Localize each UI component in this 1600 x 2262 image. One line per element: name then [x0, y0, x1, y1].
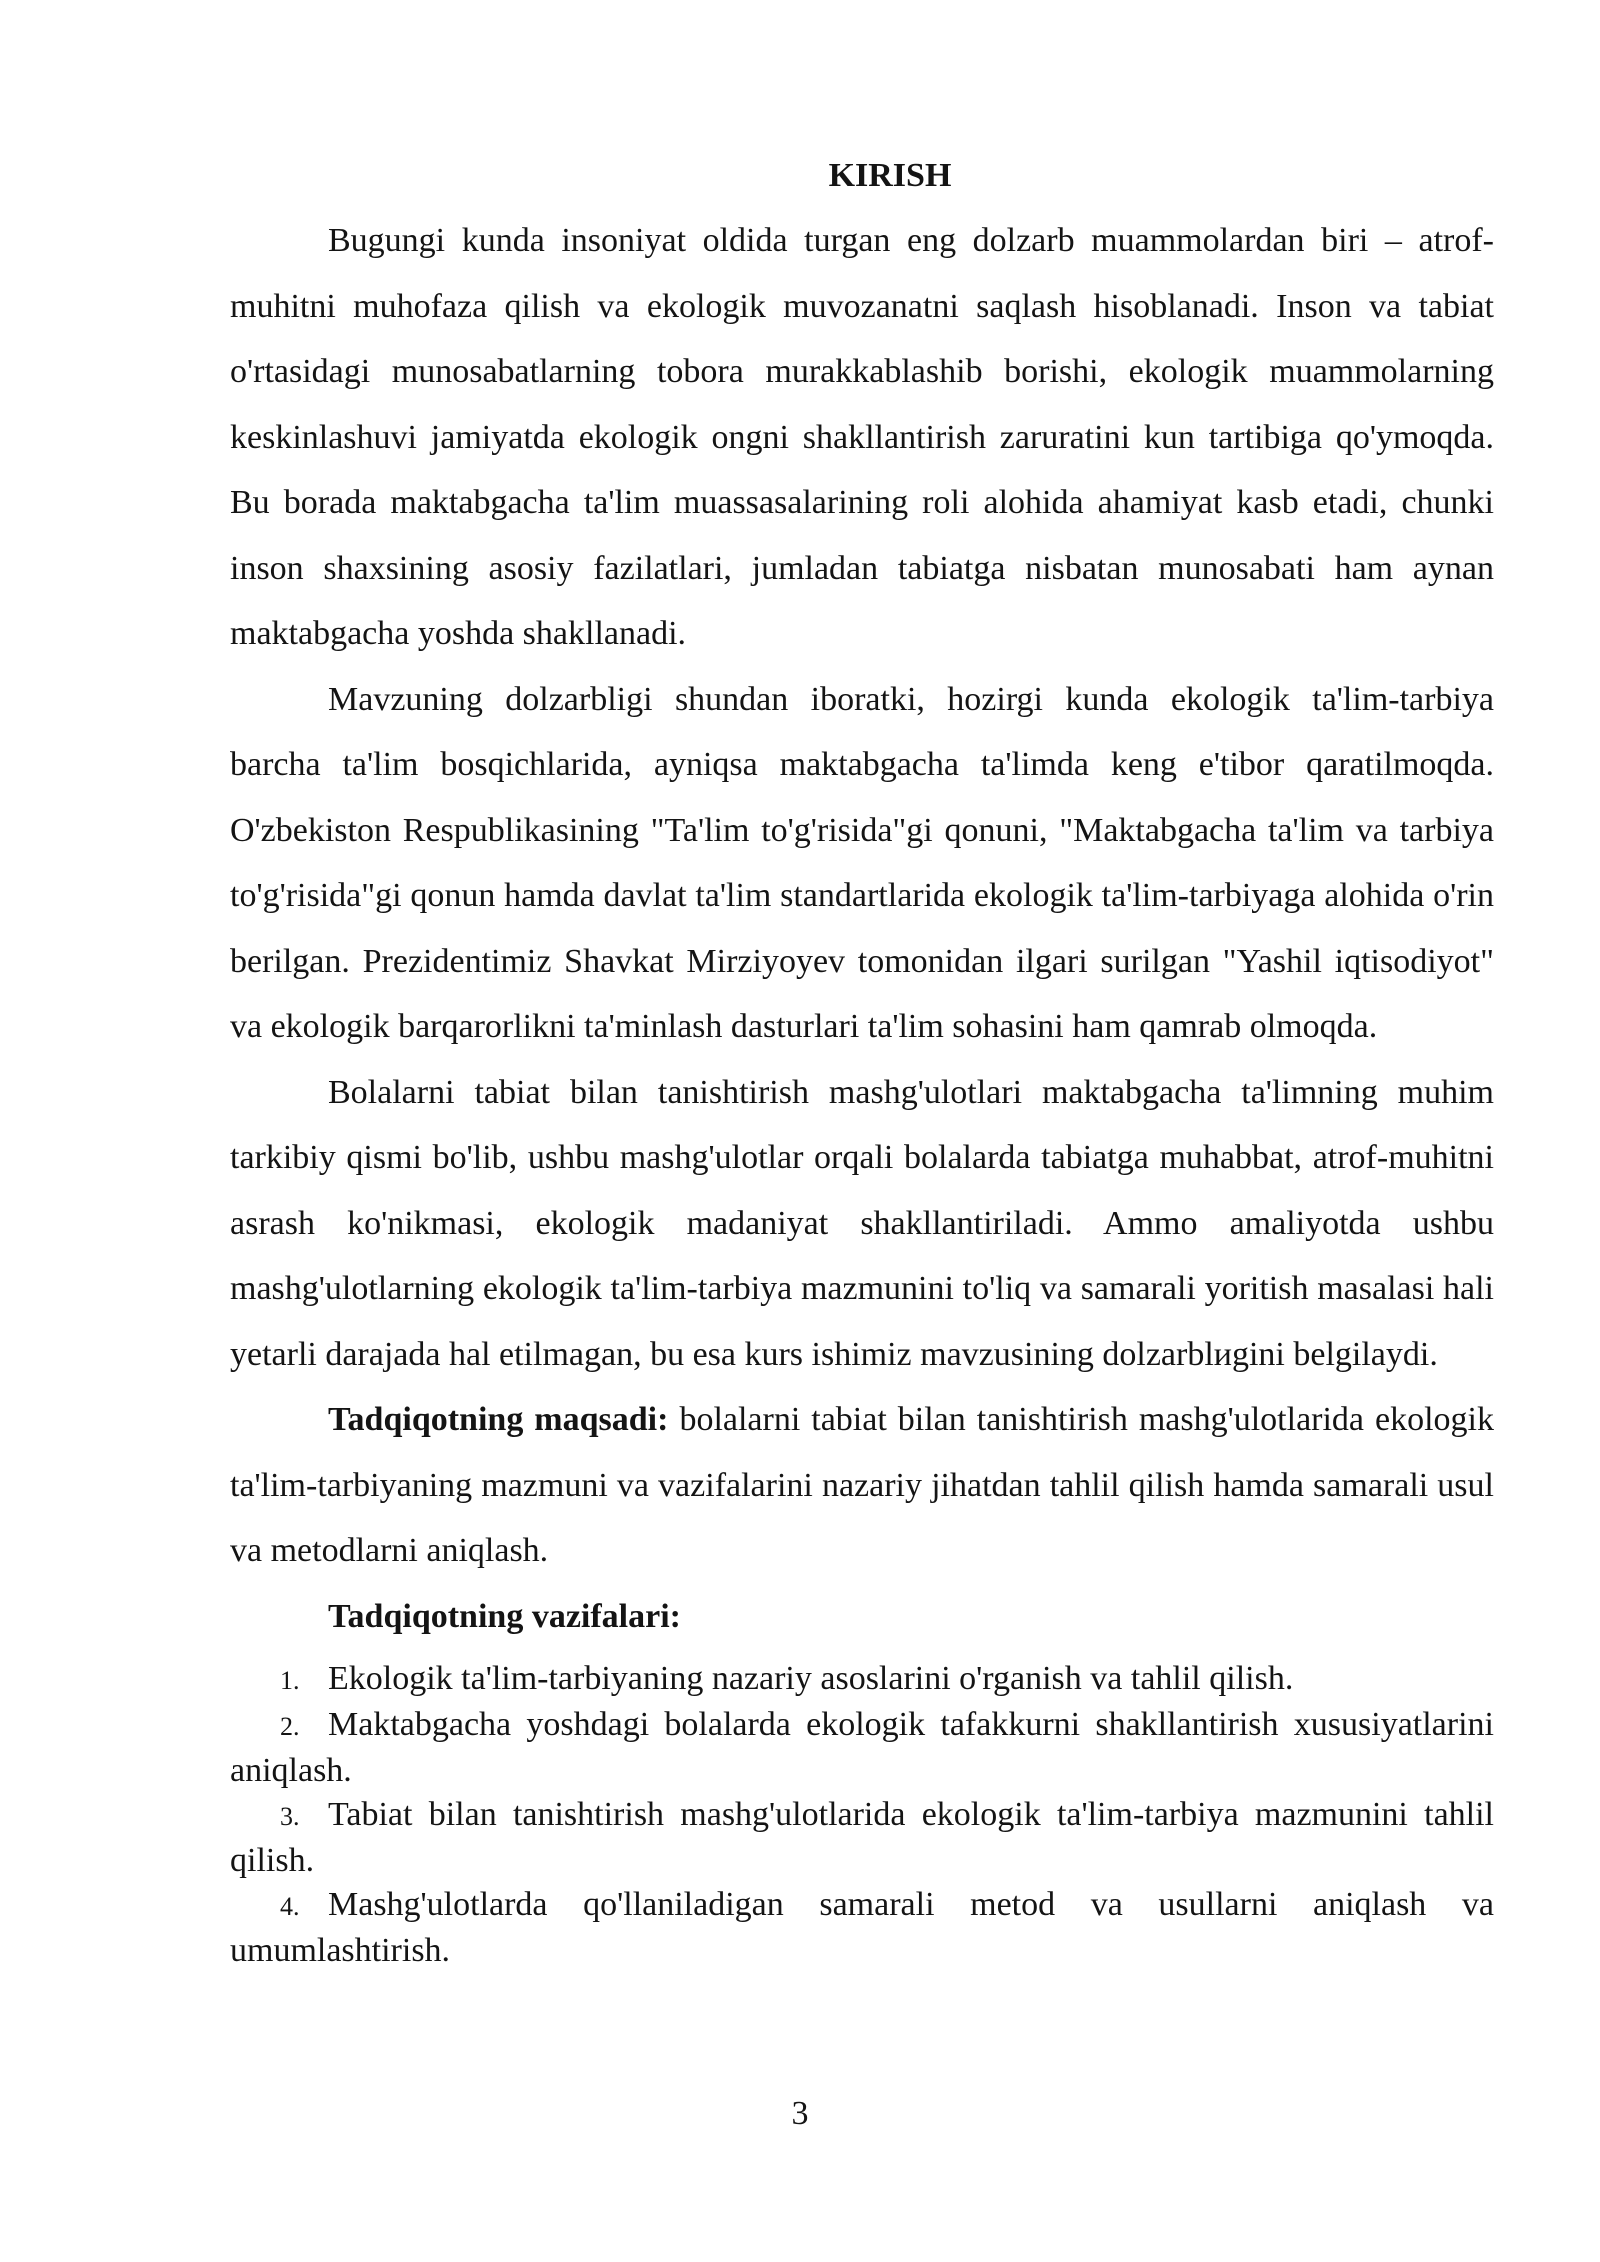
list-item: [230, 1703, 1494, 1793]
list-item-text: Mashg'ulotlarda qo'llaniladigan samarali metod va usullarni aniqlash va umumlashtirish.: [230, 1886, 1494, 1969]
page-content: [230, 148, 1494, 1973]
list-item-text: Maktabgacha yoshdagi bolalarda ekologik tafakkurni shakllantirish xususiyatlarini aniqlash.: [230, 1706, 1494, 1789]
list-item-number: 2.: [280, 1712, 300, 1741]
intro-paragraph-3: Bolalarni tabiat bilan tanishtirish mashg'ulotlari maktabgacha ta'limning muhim tarkibiy qismi bo'lib, ushbu mashg'ulotlar orqali bolalarda tabiatga muhabbat, atrof-muhitni asrash ko'nikmasi, ekologik madaniyat shakllantiriladi. Ammo amaliyotda ushbu mashg'ulotlarning ekologik ta'lim-tarbiya mazmunini to'liq va samarali yoritish masalasi hali yetarli darajada hal etilmagan, bu esa kurs ishimiz mavzusining dolzarblиgini belgilaydi.: [230, 1073, 1494, 1373]
purpose-text: bolalarni tabiat bilan tanishtirish mashg'ulotlarida ekologik ta'lim-tarbiyaning mazmuni va vazifalarini nazariy jihatdan tahlil qilish hamda samarali usul va metodlarni aniqlash.: [230, 1401, 1494, 1569]
list-item-number: 3.: [280, 1802, 300, 1831]
list-item: [230, 1793, 1494, 1883]
list-item-number: 4.: [280, 1892, 300, 1921]
page-number: 3: [791, 2095, 809, 2132]
intro-paragraph-2: Mavzuning dolzarbligi shundan iboratki, hozirgi kunda ekologik ta'lim-tarbiya barcha ta'lim bosqichlarida, ayniqsa maktabgacha ta'limda keng e'tibor qaratilmoqda. O'zbekiston Respublikasining "Ta'lim to'g'risida"gi qonuni, "Maktabgacha ta'lim va tarbiya to'g'risida"gi qonun hamda davlat ta'lim standartlarida ekologik ta'lim-tarbiyaga alohida o'rin berilgan. Prezidentimiz Shavkat Mirziyoyev tomonidan ilgari surilgan "Yashil iqtisodiyot" va ekologik barqarorlikni ta'minlash dasturlari ta'lim sohasini ham qamrab olmoqda.: [230, 680, 1494, 1045]
list-item-text: Tabiat bilan tanishtirish mashg'ulotlarida ekologik ta'lim-tarbiya mazmunini tahlil qilish.: [230, 1796, 1494, 1879]
page-title: KIRISH: [828, 157, 952, 194]
tasks-heading: Tadqiqotning vazifalari:: [328, 1597, 681, 1635]
list-item: [230, 1883, 1494, 1973]
purpose-paragraph: [230, 1387, 1494, 1584]
list-item-number: 1.: [280, 1666, 300, 1695]
tasks-list: [230, 1657, 1494, 1973]
list-item: [230, 1657, 1494, 1703]
list-item-text: Ekologik ta'lim-tarbiyaning nazariy asoslarini o'rganish va tahlil qilish.: [328, 1660, 1294, 1697]
intro-paragraph-1: Bugungi kunda insoniyat oldida turgan eng dolzarb muammolardan biri – atrof-muhitni muhofaza qilish va ekologik muvozanatni saqlash hisoblanadi. Inson va tabiat o'rtasidagi munosabatlarning tobora murakkablashib borishi, ekologik muammolarning keskinlashuvi jamiyatda ekologik ongni shakllantirish zaruratini kun tartibiga qo'ymoqda. Bu borada maktabgacha ta'lim muassasalarining roli alohida ahamiyat kasb etadi, chunki inson shaxsining asosiy fazilatlari, jumladan tabiatga nisbatan munosabati ham aynan maktabgacha yoshda shakllanadi.: [230, 222, 1494, 652]
purpose-label: Tadqiqotning maqsadi:: [328, 1401, 669, 1438]
